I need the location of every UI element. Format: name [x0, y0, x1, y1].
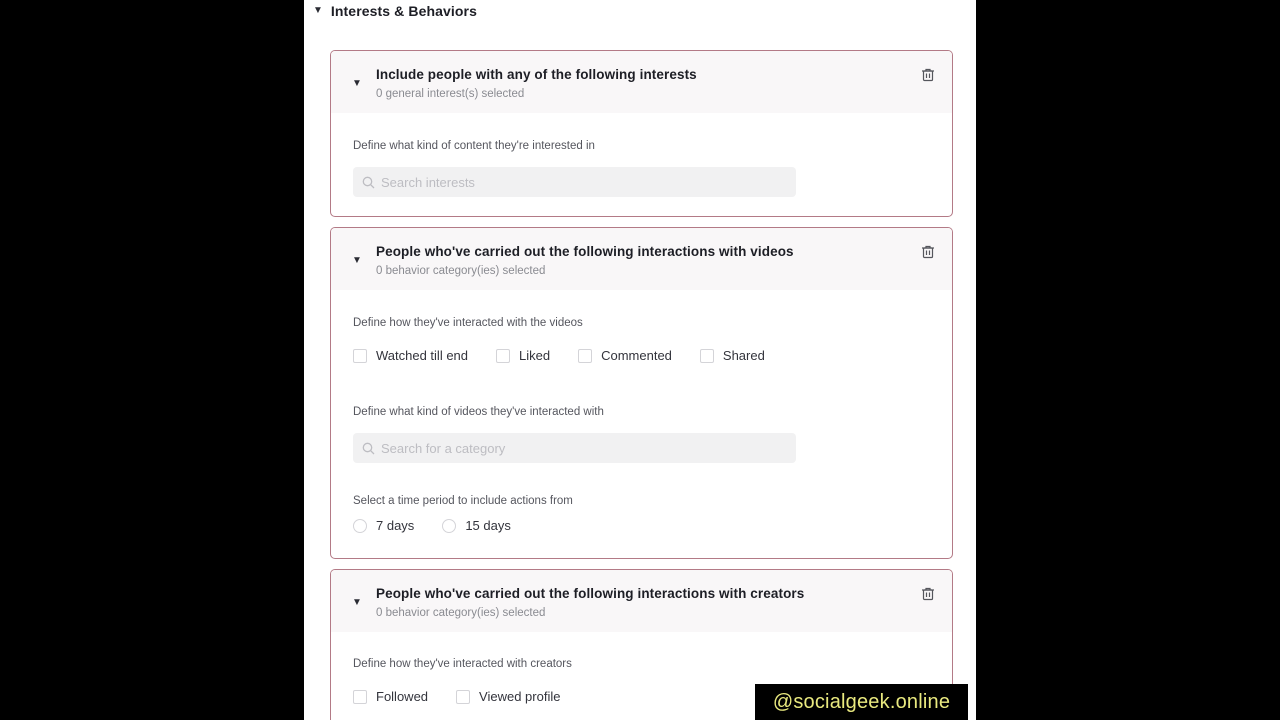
creator-actions-label: Define how they've interacted with creators [353, 658, 572, 670]
time-period-group [353, 518, 539, 533]
checkbox-shared[interactable] [700, 348, 765, 363]
card-title: Include people with any of the following interests [376, 66, 697, 82]
card-video-titles [376, 242, 794, 277]
search-icon [362, 442, 375, 455]
radio-label: 15 days [465, 518, 511, 533]
card-video-interactions [330, 227, 953, 559]
radio-icon[interactable] [353, 519, 367, 533]
card-subtitle: 0 behavior category(ies) selected [376, 606, 546, 619]
time-period-label: Select a time period to include actions from [353, 495, 573, 507]
video-actions-group [353, 348, 793, 363]
interests-search-box [353, 167, 796, 197]
checkbox-label: Watched till end [376, 348, 469, 363]
trash-icon [921, 244, 935, 259]
radio-label: 7 days [376, 518, 415, 533]
card-creator-titles [376, 584, 804, 619]
checkbox-label: Shared [722, 348, 765, 363]
video-actions-label: Define how they've interacted with the videos [353, 317, 583, 329]
video-category-label: Define what kind of videos they've interacted with [353, 406, 604, 418]
search-icon [362, 176, 375, 189]
delete-card-button[interactable] [917, 240, 939, 262]
checkbox-label: Liked [519, 348, 551, 363]
card-subtitle: 0 behavior category(ies) selected [376, 264, 546, 277]
video-category-search-input[interactable] [381, 441, 787, 456]
checkbox-followed[interactable] [353, 689, 428, 704]
section-title: Interests & Behaviors [330, 3, 477, 19]
radio-icon[interactable] [442, 519, 456, 533]
card-creator-header[interactable] [331, 570, 952, 632]
checkbox-viewed-profile[interactable] [456, 689, 560, 704]
checkbox-commented[interactable] [578, 348, 672, 363]
collapse-triangle-icon[interactable]: ▼ [352, 78, 362, 89]
interests-search-label: Define what kind of content they're interested in [353, 140, 595, 152]
checkbox-watched-till-end[interactable] [353, 348, 468, 363]
delete-card-button[interactable] [917, 63, 939, 85]
checkbox-icon[interactable] [700, 349, 714, 363]
radio-7-days[interactable] [353, 518, 414, 533]
card-interests-titles [376, 65, 697, 100]
checkbox-icon[interactable] [496, 349, 510, 363]
checkbox-icon[interactable] [353, 690, 367, 704]
card-interests [330, 50, 953, 217]
interests-search-input[interactable] [381, 175, 787, 190]
trash-icon [921, 586, 935, 601]
creator-actions-group [353, 689, 588, 704]
checkbox-icon[interactable] [456, 690, 470, 704]
radio-15-days[interactable] [442, 518, 511, 533]
delete-card-button[interactable] [917, 582, 939, 604]
checkbox-icon[interactable] [353, 349, 367, 363]
trash-icon [921, 67, 935, 82]
watermark-text: @socialgeek.online [772, 690, 951, 713]
checkbox-icon[interactable] [578, 349, 592, 363]
checkbox-label: Followed [376, 689, 429, 704]
collapse-triangle-icon[interactable]: ▼ [352, 255, 362, 266]
card-title: People who've carried out the following interactions with creators [376, 585, 805, 601]
chevron-down-icon: ▼ [313, 5, 323, 16]
card-interests-header[interactable] [331, 51, 952, 113]
card-subtitle: 0 general interest(s) selected [376, 87, 525, 100]
card-title: People who've carried out the following interactions with videos [376, 243, 794, 259]
checkbox-label: Viewed profile [479, 689, 561, 704]
collapse-triangle-icon[interactable]: ▼ [352, 597, 362, 608]
section-interests-behaviors[interactable] [313, 0, 477, 22]
card-video-header[interactable] [331, 228, 952, 290]
checkbox-liked[interactable] [496, 348, 550, 363]
watermark-badge [755, 684, 968, 720]
targeting-panel [304, 0, 976, 720]
checkbox-label: Commented [601, 348, 672, 363]
video-category-search-box [353, 433, 796, 463]
